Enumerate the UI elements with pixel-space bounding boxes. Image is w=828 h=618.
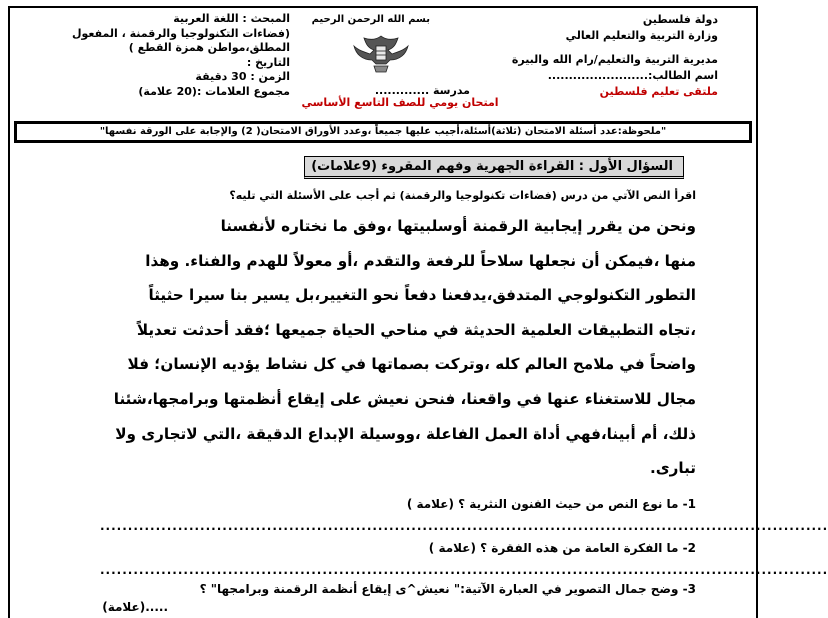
passage-line: مجال للاستغناء عنها في واقعنا، فنحن نعيش على إيقاع أنظمتها وبرامجها،شئنا xyxy=(113,389,696,408)
forum-name: ملتقى تعليم فلسطين xyxy=(599,85,718,98)
answer-line-1[interactable]: ................................................................................................................................... xyxy=(100,519,828,533)
passage-line: منها ،فيمكن أن نجعلها سلاحاً للرفعة والتقدم ،أو معولاً للهدم والفناء. وهذا xyxy=(145,251,696,270)
ministry-name: وزارة التربية والتعليم العالي xyxy=(565,29,718,42)
header-left xyxy=(40,12,290,99)
sub-question-1: 1- ما نوع النص من حيث الفنون النثرية ؟ (علامة ) xyxy=(406,497,696,511)
passage-line: ونحن من يقرر إيجابية الرقمنة أوسلبيتها ،وفق ما نختاره لأنفسنا xyxy=(220,217,696,235)
question1-heading: السؤال الأول : القراءة الجهرية وفهم المقروء (9علامات) xyxy=(304,156,684,179)
header-right xyxy=(498,12,718,100)
directorate-name: مديرية التربية والتعليم/رام الله والبيرة xyxy=(511,53,718,66)
state-name: دولة فلسطين xyxy=(642,13,718,26)
passage-line: تبارى. xyxy=(649,459,696,478)
topic-label: (فضاءات التكنولوجيا والرقمنة ، المفعول xyxy=(71,26,290,40)
passage-line: ،تجاه التطبيقات العلمية الحديثة في مناحي الحياة جميعها ؛فقد أحدثت تعديلاً xyxy=(136,320,696,339)
sub-question-2: 2- ما الفكرة العامة من هذه الفقرة ؟ (علامة ) xyxy=(428,541,696,555)
palestine-emblem-icon xyxy=(350,30,412,80)
reading-instruction: اقرأ النص الآتي من درس (فضاءات تكنولوجيا والرقمنة) ثم أجب على الأسئلة التي تليه؟ xyxy=(229,189,696,202)
passage-line: واضحاً في ملامح العالم كله ،وتركت بصماتها في كل نشاط يؤديه الإنسان؛ فلا xyxy=(127,355,696,374)
exam-note: "ملحوظة:عدد أسئلة الامتحان (ثلاثة)أسئلة،أجيب عليها جميعاً ،وعدد الأوراق الامتحان( 2) والإجابة على الورقة نفسها" xyxy=(14,121,752,143)
passage-line: التطور التكنولوجي المتدفق،يدفعنا دفعاً نحو التغيير،بل يسير بنا سيرا حثيثاً xyxy=(148,286,696,305)
answer-line-2[interactable]: ................................................................................................................................... xyxy=(100,563,828,577)
passage-line: ذلك، أم أبينا،فهي أداة العمل الفاعلة ،ووسيلة الإبداع الدقيقة ،التي لاتجارى ولا xyxy=(115,424,696,443)
sub-question-3-marks: .....(علامة) xyxy=(102,600,168,614)
subject-label: المبحث : اللغة العربية xyxy=(173,12,290,25)
school-label: مدرسة ............. xyxy=(374,84,470,97)
topic-label-cont: المطلق،مواطن همزة القطع ) xyxy=(128,41,290,54)
time-label: الزمن : 30 دقيقة xyxy=(195,70,290,83)
date-label: التاريخ : xyxy=(246,55,290,69)
bismillah: بسم الله الرحمن الرحيم xyxy=(311,14,430,25)
student-name-label: اسم الطالب:........................ xyxy=(547,69,718,82)
exam-title: امتحان يومي للصف التاسع الأساسي xyxy=(301,96,499,109)
total-marks-label: مجموع العلامات :(20 علامة) xyxy=(138,84,290,98)
sub-question-3: 3- وضح جمال التصوير في العبارة الآتية:" نعيش^ى إيقاع أنظمة الرقمنة وبرامجها" ؟ xyxy=(199,582,696,596)
reading-passage xyxy=(96,209,696,486)
